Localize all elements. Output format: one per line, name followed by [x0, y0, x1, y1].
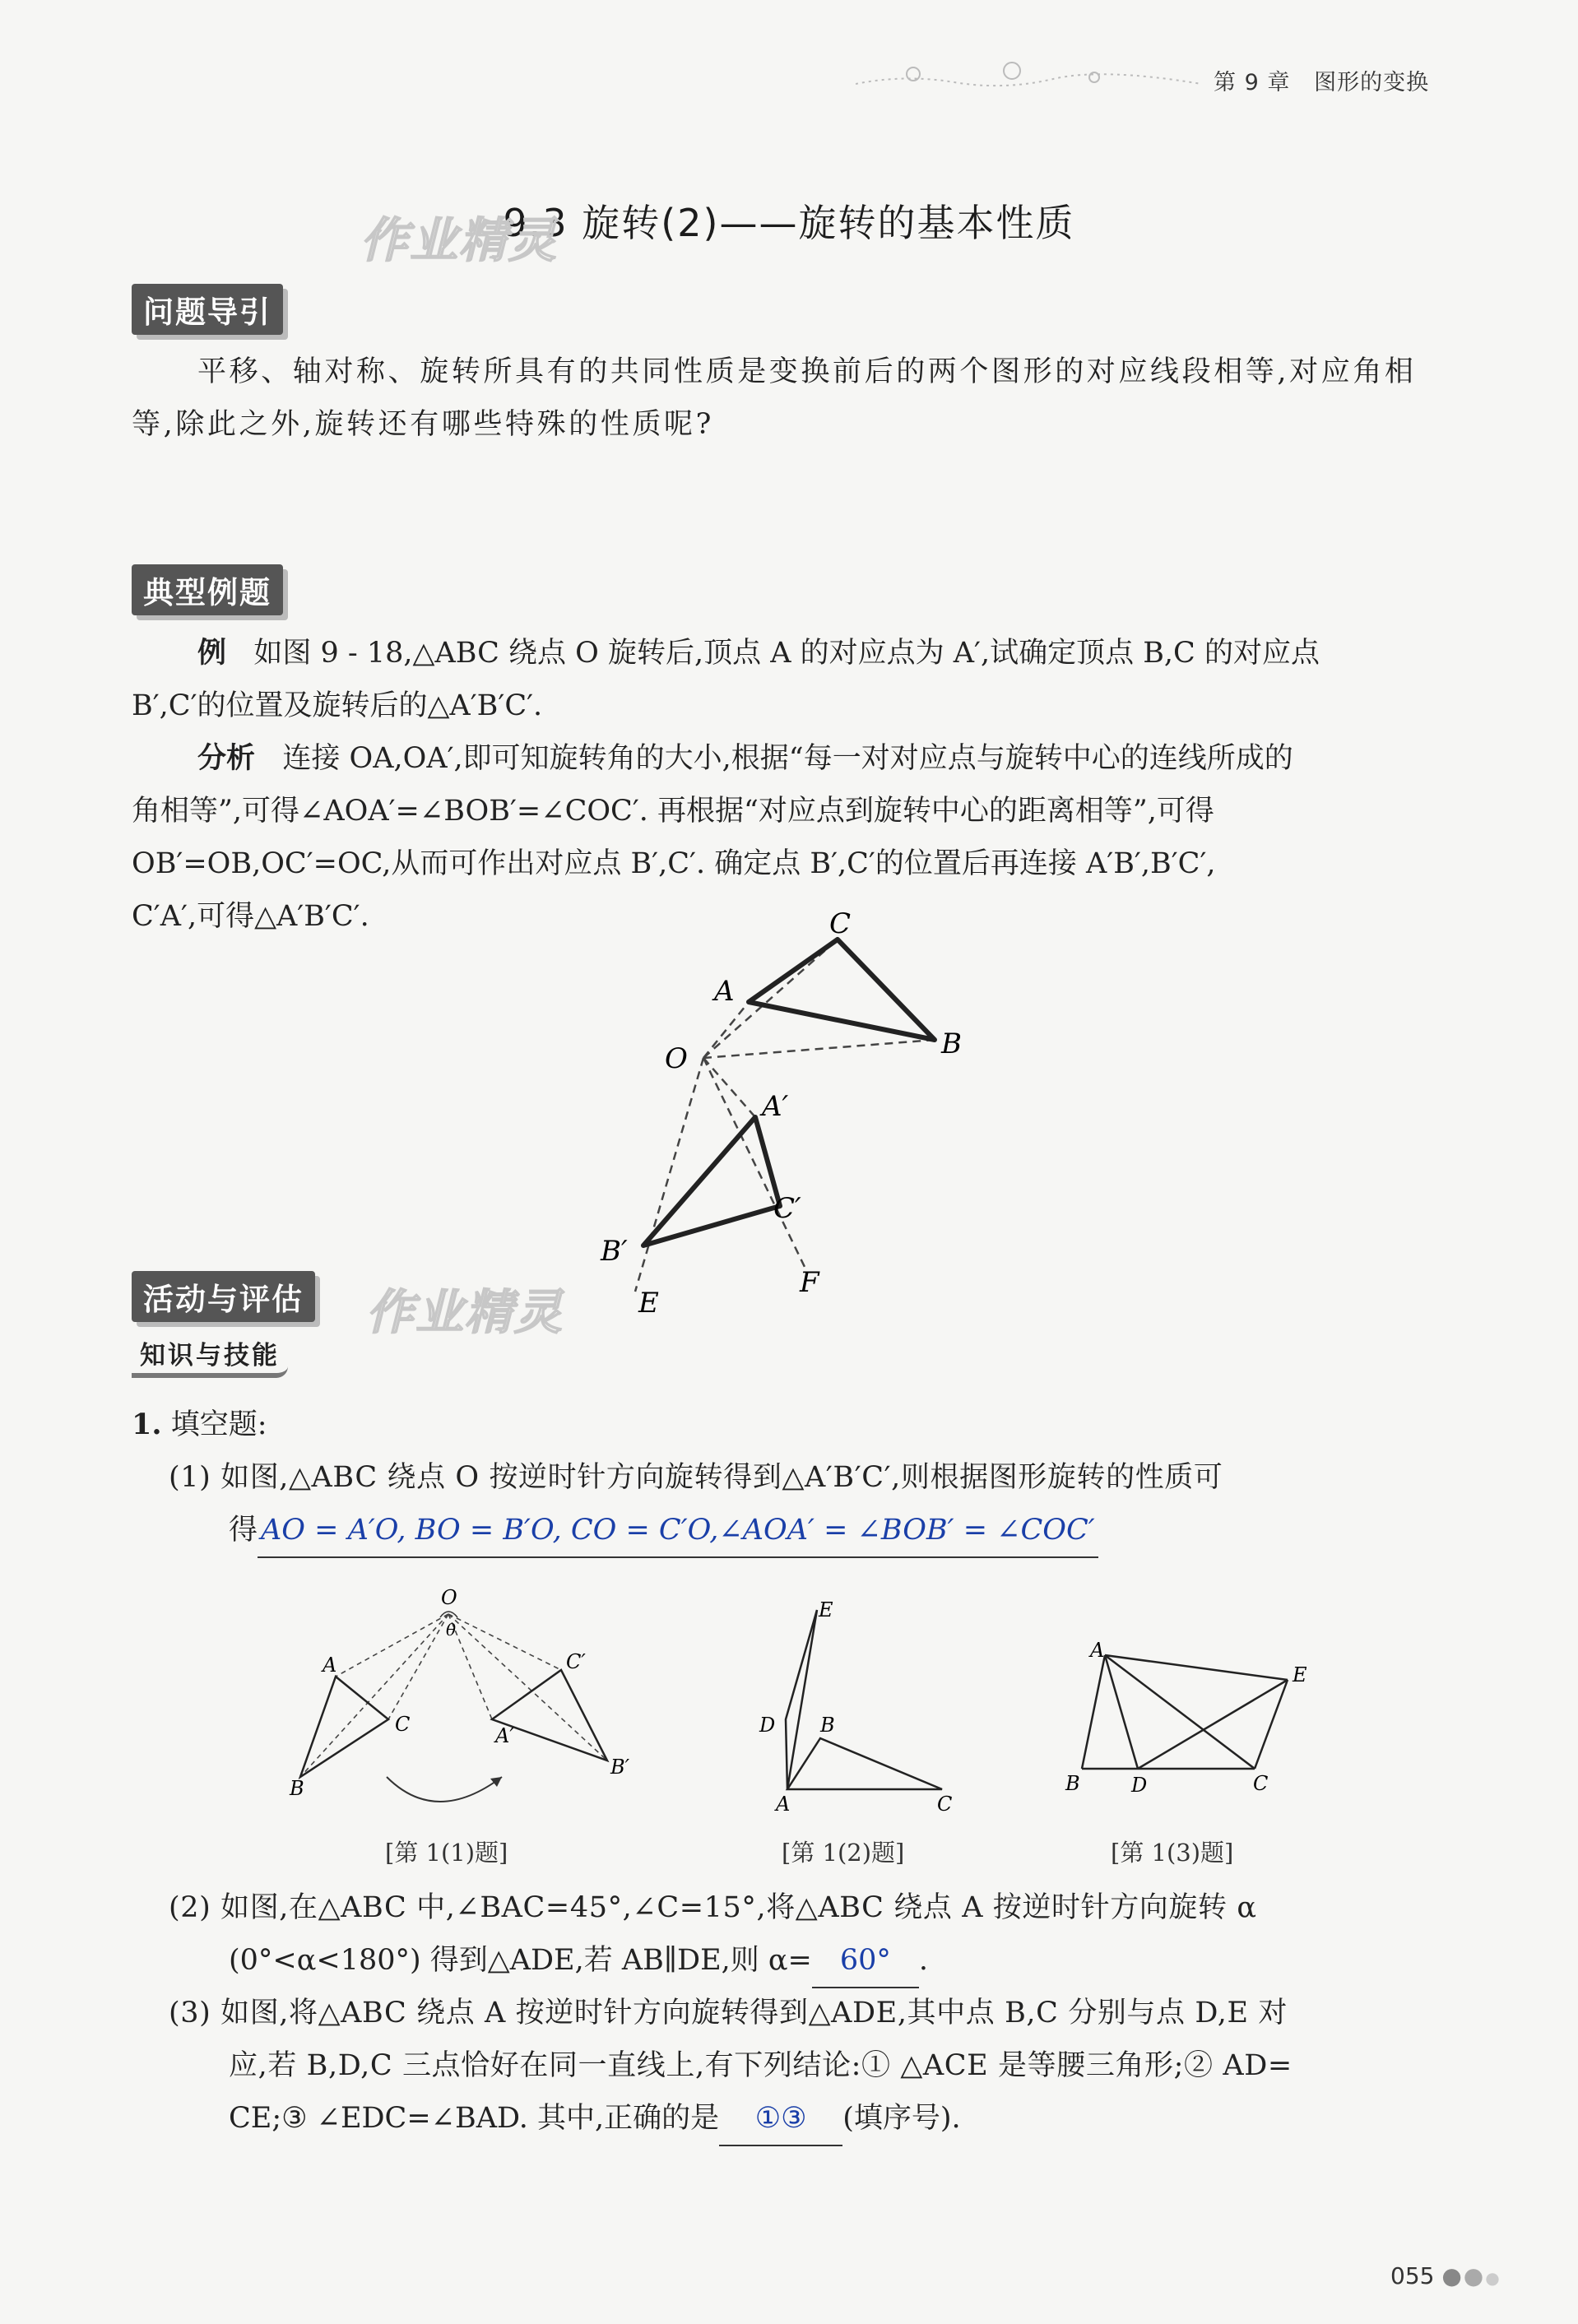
fig1-label-B-prime: B′: [610, 1756, 630, 1779]
q1-2-line-2: [229, 1934, 928, 1988]
q1-3-line-1: (3) 如图,将△ABC 绕点 A 按逆时针方向旋转得到△ADE,其中点 B,C 分别与点 D,E 对: [169, 1997, 1288, 2029]
example-text-1: 如图 9 - 18,△ABC 绕点 O 旋转后,顶点 A 的对应点为 A′,试确定顶点 B,C 的对应点: [253, 637, 1320, 670]
chapter-title: 图形的变换: [1314, 70, 1430, 95]
q1-2-suffix: .: [918, 1944, 928, 1977]
q1-3-prefix: CE;③ ∠EDC=∠BAD. 其中,正确的是: [229, 2102, 720, 2135]
example-label: 例: [197, 636, 227, 670]
fig2-label-A: A: [776, 1793, 791, 1814]
section-tag-skills: 知识与技能: [132, 1333, 288, 1378]
question-number: 1.: [132, 1408, 162, 1441]
section-tag-intro: 问题导引: [132, 284, 283, 335]
label-A-prime: A′: [762, 1090, 789, 1123]
label-C-prime: C′: [773, 1192, 801, 1225]
section-tag-example: 典型例题: [132, 564, 283, 615]
example-line-2: B′,C′的位置及旋转后的△A′B′C′.: [132, 689, 543, 722]
caption-q1-1: [第 1(1)题]: [385, 1839, 508, 1867]
section-title: 9.3 旋转(2)——旋转的基本性质: [503, 201, 1075, 245]
page-dots: ●●●: [1441, 2262, 1501, 2289]
fig3-label-B: B: [1065, 1772, 1080, 1795]
header-ornament: [856, 49, 1201, 99]
q1-1-line-2: [229, 1504, 1098, 1558]
question-1-heading: [132, 1399, 267, 1451]
caption-q1-3: [第 1(3)题]: [1111, 1839, 1234, 1867]
fig2-label-D: D: [759, 1714, 776, 1737]
page-number: [1390, 2262, 1501, 2289]
example-line-1: [197, 627, 1320, 680]
label-F: F: [800, 1266, 819, 1299]
question-title: 填空题:: [170, 1408, 267, 1441]
fig2-label-C: C: [937, 1793, 953, 1814]
figure-example-rotation: [576, 905, 1004, 1333]
analysis-line-2: 角相等”,可得∠AOA′=∠BOB′=∠COC′. 再根据“对应点到旋转中心的距离相等”,可得: [132, 795, 1214, 828]
label-B-prime: B′: [601, 1235, 628, 1268]
analysis-line-1: [197, 732, 1293, 785]
fig1-label-O: O: [441, 1586, 457, 1609]
fig2-label-E: E: [819, 1598, 833, 1621]
q1-2-answer: 60°: [812, 1934, 919, 1988]
section-tag-activity: 活动与评估: [132, 1271, 315, 1322]
analysis-label: 分析: [197, 741, 256, 775]
q1-1-line-1: (1) 如图,△ABC 绕点 O 按逆时针方向旋转得到△A′B′C′,则根据图形旋转的性质可: [169, 1461, 1223, 1494]
fig1-label-A: A: [323, 1654, 337, 1677]
analysis-line-3: OB′=OB,OC′=OC,从而可作出对应点 B′,C′. 确定点 B′,C′的位置后再连接 A′B′,B′C′,: [132, 847, 1216, 880]
analysis-text-1: 连接 OA,OA′,即可知旋转角的大小,根据“每一对对应点与旋转中心的连线所成的: [282, 742, 1293, 775]
fig3-label-D: D: [1131, 1774, 1148, 1797]
intro-line-1: 平移、轴对称、旋转所具有的共同性质是变换前后的两个图形的对应线段相等,对应角相: [197, 355, 1417, 388]
q1-1-prefix: 得: [229, 1514, 258, 1547]
watermark-2: 作业精灵: [366, 1284, 564, 1340]
label-A: A: [714, 975, 735, 1008]
fig1-label-C-prime: C′: [566, 1650, 586, 1673]
fig1-label-A-prime: A′: [495, 1724, 514, 1747]
watermark: 作业精灵: [360, 212, 559, 268]
q1-2-prefix: (0°<α<180°) 得到△ADE,若 AB∥DE,则 α=: [229, 1944, 812, 1977]
q1-3-line-2: 应,若 B,D,C 三点恰好在同一直线上,有下列结论:① △ACE 是等腰三角形;② AD=: [229, 2049, 1293, 2082]
fig2-label-B: B: [820, 1714, 835, 1737]
label-E: E: [638, 1287, 659, 1320]
fig3-label-A: A: [1090, 1639, 1105, 1662]
fig1-label-B: B: [290, 1777, 304, 1800]
q1-3-answer: ①③: [719, 2092, 842, 2146]
label-O: O: [665, 1042, 688, 1075]
caption-q1-2: [第 1(2)题]: [782, 1839, 905, 1867]
running-header: [1214, 64, 1429, 96]
figure-q1-2: [736, 1592, 983, 1814]
figure-q1-3: [1057, 1637, 1320, 1802]
page-number-text: 055: [1390, 2262, 1435, 2289]
label-C: C: [829, 907, 852, 940]
q1-2-line-1: (2) 如图,在△ABC 中,∠BAC=45°,∠C=15°,将△ABC 绕点 A 按逆时针方向旋转 α: [169, 1891, 1257, 1924]
fig1-label-theta: θ: [446, 1620, 457, 1640]
q1-1-answer: AO = A′O, BO = B′O, CO = C′O,∠AOA′ = ∠BOB′ = ∠COC′: [258, 1504, 1098, 1558]
intro-line-2: 等,除此之外,旋转还有哪些特殊的性质呢?: [132, 408, 715, 441]
fig3-label-E: E: [1293, 1663, 1307, 1686]
fig3-label-C: C: [1253, 1772, 1269, 1795]
figure-q1-1: [272, 1579, 650, 1818]
analysis-line-4: C′A′,可得△A′B′C′.: [132, 900, 369, 933]
chapter-number: 第 9 章: [1214, 70, 1291, 95]
q1-3-line-3: [229, 2092, 961, 2146]
label-B: B: [941, 1027, 962, 1060]
fig1-label-C: C: [395, 1713, 411, 1736]
q1-3-suffix: (填序号).: [842, 2102, 961, 2135]
